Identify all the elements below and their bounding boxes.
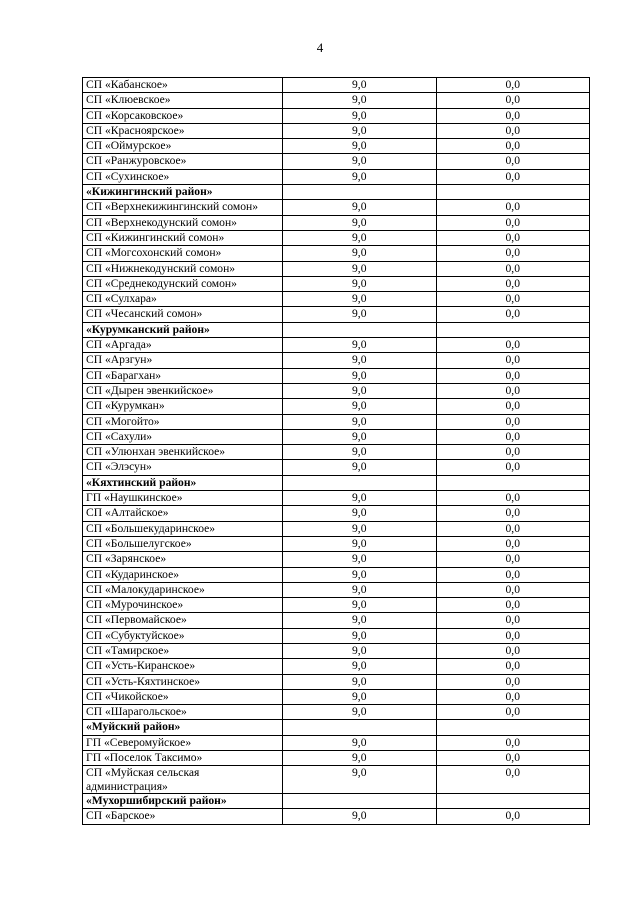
value-2-cell: 0,0 bbox=[436, 246, 590, 261]
value-1-cell: 9,0 bbox=[283, 689, 437, 704]
name-cell: СП «Шарагольское» bbox=[83, 705, 283, 720]
value-2-cell: 0,0 bbox=[436, 215, 590, 230]
value-1-cell: 9,0 bbox=[283, 276, 437, 291]
value-1-cell: 9,0 bbox=[283, 628, 437, 643]
rates-table-body bbox=[83, 78, 590, 825]
value-1-cell: 9,0 bbox=[283, 445, 437, 460]
name-cell: СП «Нижнекодунский сомон» bbox=[83, 261, 283, 276]
value-1-cell: 9,0 bbox=[283, 460, 437, 475]
value-2-cell: 0,0 bbox=[436, 659, 590, 674]
value-2-cell: 0,0 bbox=[436, 399, 590, 414]
district-header-row bbox=[83, 720, 590, 735]
value-2-cell: 0,0 bbox=[436, 445, 590, 460]
name-cell: СП «Могойто» bbox=[83, 414, 283, 429]
table-row bbox=[83, 552, 590, 567]
value-2-cell: 0,0 bbox=[436, 582, 590, 597]
value-1-cell: 9,0 bbox=[283, 261, 437, 276]
table-row bbox=[83, 582, 590, 597]
value-1-cell: 9,0 bbox=[283, 123, 437, 138]
value-1-cell bbox=[283, 475, 437, 490]
district-header-row bbox=[83, 322, 590, 337]
value-1-cell: 9,0 bbox=[283, 567, 437, 582]
table-row bbox=[83, 78, 590, 93]
value-2-cell: 0,0 bbox=[436, 766, 590, 794]
value-2-cell bbox=[436, 475, 590, 490]
table-row bbox=[83, 659, 590, 674]
name-cell: СП «Аргада» bbox=[83, 338, 283, 353]
value-1-cell: 9,0 bbox=[283, 292, 437, 307]
name-cell: СП «Сухинское» bbox=[83, 169, 283, 184]
value-1-cell: 9,0 bbox=[283, 399, 437, 414]
value-1-cell: 9,0 bbox=[283, 139, 437, 154]
name-cell: СП «Кударинское» bbox=[83, 567, 283, 582]
name-cell: СП «Корсаковское» bbox=[83, 108, 283, 123]
value-1-cell: 9,0 bbox=[283, 674, 437, 689]
district-header-row bbox=[83, 475, 590, 490]
value-1-cell: 9,0 bbox=[283, 809, 437, 824]
value-1-cell: 9,0 bbox=[283, 108, 437, 123]
value-2-cell: 0,0 bbox=[436, 460, 590, 475]
value-2-cell: 0,0 bbox=[436, 93, 590, 108]
value-2-cell: 0,0 bbox=[436, 674, 590, 689]
value-1-cell: 9,0 bbox=[283, 766, 437, 794]
value-2-cell: 0,0 bbox=[436, 108, 590, 123]
name-cell: «Кижингинский район» bbox=[83, 185, 283, 200]
table-row bbox=[83, 506, 590, 521]
table-row bbox=[83, 429, 590, 444]
table-row bbox=[83, 521, 590, 536]
value-1-cell: 9,0 bbox=[283, 307, 437, 322]
value-1-cell: 9,0 bbox=[283, 506, 437, 521]
name-cell: СП «Усть-Кяхтинское» bbox=[83, 674, 283, 689]
value-1-cell: 9,0 bbox=[283, 383, 437, 398]
name-cell: СП «Первомайское» bbox=[83, 613, 283, 628]
value-1-cell: 9,0 bbox=[283, 78, 437, 93]
table-row bbox=[83, 276, 590, 291]
value-2-cell: 0,0 bbox=[436, 261, 590, 276]
table-row bbox=[83, 766, 590, 794]
value-1-cell: 9,0 bbox=[283, 536, 437, 551]
name-cell: СП «Зарянское» bbox=[83, 552, 283, 567]
table-row bbox=[83, 643, 590, 658]
value-1-cell: 9,0 bbox=[283, 735, 437, 750]
name-cell: СП «Мурочинское» bbox=[83, 598, 283, 613]
table-row bbox=[83, 491, 590, 506]
value-1-cell bbox=[283, 793, 437, 808]
value-2-cell bbox=[436, 185, 590, 200]
value-2-cell: 0,0 bbox=[436, 521, 590, 536]
name-cell: СП «Верхнекижингинский сомон» bbox=[83, 200, 283, 215]
name-cell: СП «Клюевское» bbox=[83, 93, 283, 108]
value-1-cell: 9,0 bbox=[283, 368, 437, 383]
table-row bbox=[83, 674, 590, 689]
table-row bbox=[83, 399, 590, 414]
table-row bbox=[83, 200, 590, 215]
name-cell: СП «Тамирское» bbox=[83, 643, 283, 658]
value-2-cell: 0,0 bbox=[436, 139, 590, 154]
value-2-cell: 0,0 bbox=[436, 169, 590, 184]
value-1-cell bbox=[283, 322, 437, 337]
table-row bbox=[83, 338, 590, 353]
value-1-cell bbox=[283, 720, 437, 735]
value-2-cell: 0,0 bbox=[436, 414, 590, 429]
value-2-cell bbox=[436, 322, 590, 337]
name-cell: СП «Малокударинское» bbox=[83, 582, 283, 597]
name-cell: СП «Кабанское» bbox=[83, 78, 283, 93]
name-cell: «Мухоршибирский район» bbox=[83, 793, 283, 808]
value-1-cell: 9,0 bbox=[283, 169, 437, 184]
table-row bbox=[83, 705, 590, 720]
value-2-cell: 0,0 bbox=[436, 506, 590, 521]
table-row bbox=[83, 689, 590, 704]
name-cell: СП «Курумкан» bbox=[83, 399, 283, 414]
value-2-cell: 0,0 bbox=[436, 613, 590, 628]
name-cell: СП «Верхнекодунский сомон» bbox=[83, 215, 283, 230]
value-2-cell: 0,0 bbox=[436, 751, 590, 766]
table-row bbox=[83, 628, 590, 643]
name-cell: СП «Улюнхан эвенкийское» bbox=[83, 445, 283, 460]
value-2-cell: 0,0 bbox=[436, 230, 590, 245]
name-cell: СП «Кижингинский сомон» bbox=[83, 230, 283, 245]
table-row bbox=[83, 93, 590, 108]
name-cell: СП «Дырен эвенкийское» bbox=[83, 383, 283, 398]
table-row bbox=[83, 139, 590, 154]
value-2-cell: 0,0 bbox=[436, 735, 590, 750]
value-2-cell: 0,0 bbox=[436, 200, 590, 215]
name-cell: СП «Усть-Киранское» bbox=[83, 659, 283, 674]
name-cell: СП «Сахули» bbox=[83, 429, 283, 444]
table-row bbox=[83, 108, 590, 123]
value-2-cell: 0,0 bbox=[436, 429, 590, 444]
value-2-cell: 0,0 bbox=[436, 292, 590, 307]
name-cell: «Курумканский район» bbox=[83, 322, 283, 337]
table-row bbox=[83, 261, 590, 276]
table-row bbox=[83, 230, 590, 245]
name-cell: СП «Элэсун» bbox=[83, 460, 283, 475]
name-cell: ГП «Северомуйское» bbox=[83, 735, 283, 750]
value-2-cell: 0,0 bbox=[436, 383, 590, 398]
name-cell: СП «Арзгун» bbox=[83, 353, 283, 368]
value-2-cell: 0,0 bbox=[436, 567, 590, 582]
name-cell: «Кяхтинский район» bbox=[83, 475, 283, 490]
name-cell: СП «Барское» bbox=[83, 809, 283, 824]
value-1-cell: 9,0 bbox=[283, 643, 437, 658]
table-row bbox=[83, 368, 590, 383]
value-1-cell: 9,0 bbox=[283, 552, 437, 567]
value-2-cell: 0,0 bbox=[436, 536, 590, 551]
value-1-cell: 9,0 bbox=[283, 613, 437, 628]
district-header-row bbox=[83, 793, 590, 808]
table-row bbox=[83, 383, 590, 398]
value-2-cell bbox=[436, 793, 590, 808]
name-cell: СП «Чесанский сомон» bbox=[83, 307, 283, 322]
name-cell: СП «Большелугское» bbox=[83, 536, 283, 551]
table-row bbox=[83, 613, 590, 628]
name-cell: ГП «Наушкинское» bbox=[83, 491, 283, 506]
value-2-cell: 0,0 bbox=[436, 78, 590, 93]
name-cell: СП «Барагхан» bbox=[83, 368, 283, 383]
district-header-row bbox=[83, 185, 590, 200]
value-1-cell: 9,0 bbox=[283, 93, 437, 108]
rates-table bbox=[82, 77, 590, 825]
table-row bbox=[83, 598, 590, 613]
name-cell: «Муйский район» bbox=[83, 720, 283, 735]
name-cell: СП «Могсохонский сомон» bbox=[83, 246, 283, 261]
name-cell: СП «Алтайское» bbox=[83, 506, 283, 521]
value-2-cell: 0,0 bbox=[436, 123, 590, 138]
value-1-cell: 9,0 bbox=[283, 598, 437, 613]
page-number: 4 bbox=[316, 40, 324, 55]
value-1-cell: 9,0 bbox=[283, 246, 437, 261]
value-2-cell: 0,0 bbox=[436, 368, 590, 383]
name-cell: СП «Сулхара» bbox=[83, 292, 283, 307]
table-row bbox=[83, 445, 590, 460]
name-cell: СП «Красноярское» bbox=[83, 123, 283, 138]
value-2-cell: 0,0 bbox=[436, 154, 590, 169]
value-1-cell: 9,0 bbox=[283, 200, 437, 215]
table-row bbox=[83, 307, 590, 322]
name-cell: СП «Оймурское» bbox=[83, 139, 283, 154]
value-2-cell: 0,0 bbox=[436, 338, 590, 353]
value-2-cell: 0,0 bbox=[436, 598, 590, 613]
table-row bbox=[83, 536, 590, 551]
value-1-cell: 9,0 bbox=[283, 751, 437, 766]
value-2-cell bbox=[436, 720, 590, 735]
name-cell: СП «Среднекодунский сомон» bbox=[83, 276, 283, 291]
table-row bbox=[83, 292, 590, 307]
table-row bbox=[83, 246, 590, 261]
value-2-cell: 0,0 bbox=[436, 643, 590, 658]
value-2-cell: 0,0 bbox=[436, 491, 590, 506]
table-row bbox=[83, 567, 590, 582]
value-1-cell: 9,0 bbox=[283, 521, 437, 536]
value-1-cell: 9,0 bbox=[283, 154, 437, 169]
name-cell: СП «Муйская сельская администрация» bbox=[83, 766, 283, 794]
table-row bbox=[83, 735, 590, 750]
table-row bbox=[83, 353, 590, 368]
value-1-cell: 9,0 bbox=[283, 353, 437, 368]
name-cell: СП «Ранжуровское» bbox=[83, 154, 283, 169]
value-1-cell: 9,0 bbox=[283, 659, 437, 674]
value-2-cell: 0,0 bbox=[436, 705, 590, 720]
value-2-cell: 0,0 bbox=[436, 552, 590, 567]
value-1-cell: 9,0 bbox=[283, 338, 437, 353]
value-2-cell: 0,0 bbox=[436, 689, 590, 704]
value-1-cell: 9,0 bbox=[283, 215, 437, 230]
name-cell: ГП «Поселок Таксимо» bbox=[83, 751, 283, 766]
table-row bbox=[83, 414, 590, 429]
value-2-cell: 0,0 bbox=[436, 809, 590, 824]
value-1-cell: 9,0 bbox=[283, 705, 437, 720]
value-1-cell: 9,0 bbox=[283, 414, 437, 429]
name-cell: СП «Чикойское» bbox=[83, 689, 283, 704]
value-1-cell: 9,0 bbox=[283, 582, 437, 597]
value-1-cell bbox=[283, 185, 437, 200]
table-row bbox=[83, 215, 590, 230]
value-1-cell: 9,0 bbox=[283, 429, 437, 444]
table-row bbox=[83, 123, 590, 138]
name-cell: СП «Большекударинское» bbox=[83, 521, 283, 536]
name-cell: СП «Субуктуйское» bbox=[83, 628, 283, 643]
table-row bbox=[83, 169, 590, 184]
value-2-cell: 0,0 bbox=[436, 276, 590, 291]
table-row bbox=[83, 809, 590, 824]
value-2-cell: 0,0 bbox=[436, 628, 590, 643]
value-2-cell: 0,0 bbox=[436, 353, 590, 368]
value-1-cell: 9,0 bbox=[283, 491, 437, 506]
table-row bbox=[83, 751, 590, 766]
table-row bbox=[83, 460, 590, 475]
value-1-cell: 9,0 bbox=[283, 230, 437, 245]
value-2-cell: 0,0 bbox=[436, 307, 590, 322]
table-row bbox=[83, 154, 590, 169]
